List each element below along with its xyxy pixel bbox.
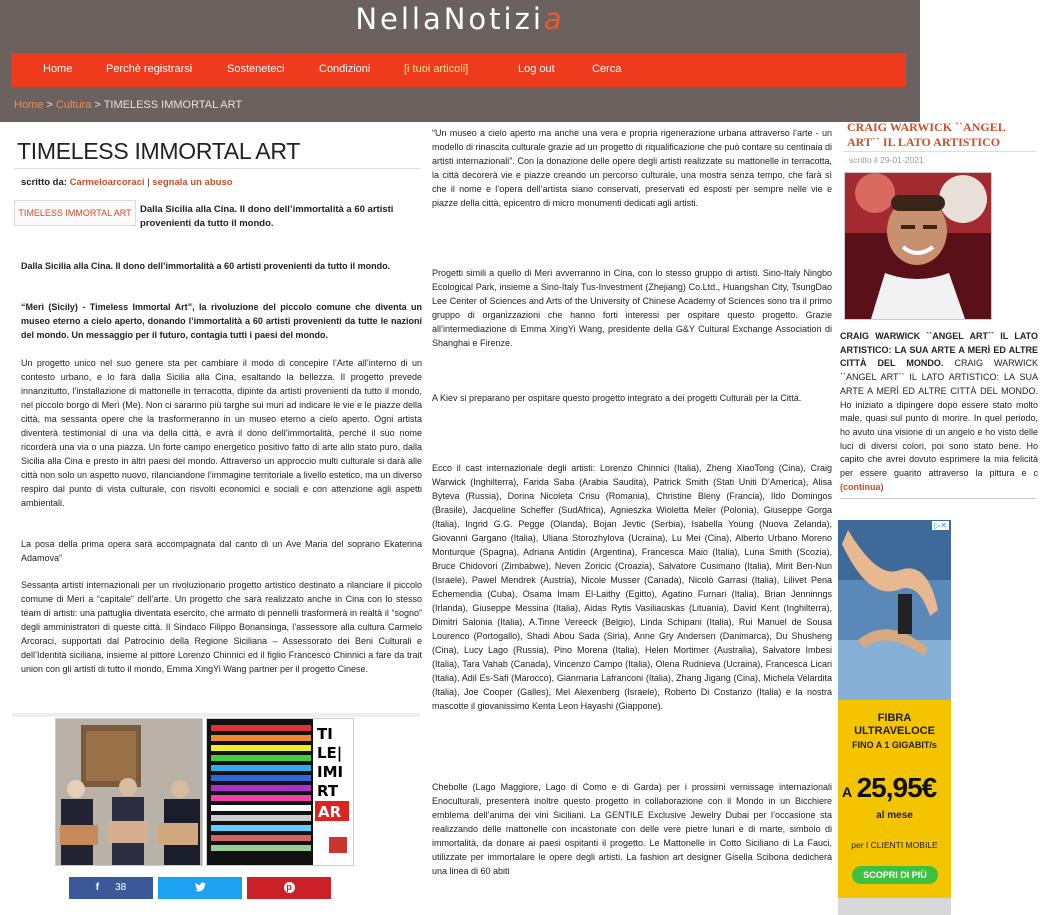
nav-logout[interactable]: Log out: [518, 63, 555, 75]
article-paragraph-4: La posa della prima opera sarà accompagnata dal canto di un Ave Maria del soprano Ekaterina Adamova”: [21, 539, 422, 563]
share-count: 38: [115, 882, 127, 893]
nav-support[interactable]: Sosteneteci: [227, 63, 285, 75]
breadcrumb-current: TIMELESS IMMORTAL ART: [103, 99, 243, 111]
breadcrumb: Home > Cultura > TIMELESS IMMORTAL ART: [14, 99, 243, 111]
gallery-photo-people[interactable]: [55, 718, 203, 866]
ad-headline-2: ULTRAVELOCE: [854, 725, 935, 737]
sidebar-article-headline[interactable]: CRAIG WARWICK ``ANGEL ART`` IL LATO ARTISTICO: [847, 120, 1006, 149]
article-column2-paragraph-1: “Un museo a cielo aperto ma anche una vera e propria rigenerazione urbana attraverso l’arte - un modello di rinascita culturale grazie ad un progetto di riqualificazione che può contare su centinaia di artisti internazionali”. Con la donazione delle opere degli artisti realizzate su mattonelle in terracotta, la città decorerà vie e piazze creando un percorso culturale, una mostra senza tempo, che farà sì che il nome e l’opera dell’artista siano conservati, preservati ed esposti per sempre nelle vie e piazze della città, epicentro di micro monumenti dedicati agli artisti.: [432, 128, 832, 208]
twitter-icon: [195, 882, 206, 892]
nav-home[interactable]: Home: [43, 63, 73, 75]
breadcrumb-category[interactable]: Cultura: [55, 99, 92, 111]
artist-cast-list: Ecco il cast internazionale degli artisti: Lorenzo Chinnici (Italia), Zheng XiaoTong (Cina), Craig Warwick (Inghilterra), Farida Saba (Arabia Saudita), Patrick Smith (Stati Uniti D’America), Alisa Byteva (Russia), Dorina Nicoleta Crisu (Romania), Christine Bleny (Francia), Ildo Domingos (Brasile), Jacqueline Scheffer (SudAfrica), Agnieszka Wioletta Meler (Polonia), Giuseppe Gorga (Italia), Ingrid G.G. Pegge (Olanda), Bojan Jevtic (Serbia), Isabella Young (Nuova Zelanda), Giovanni Gargano (Italia), Uliana Storozhylova (Ucraina), Lu Mei (Cina), Alberto Urbano Moreno Monturque (Spagna), Adriana Antidin (Argentina), Francesca Maio (Italia), Luna Smith (Scozia), Bruce Chidovori (Zimbabwe), Neven Zoricic (Croazia), Salvatore Cusimano (Italia), Mirit Ben-Nun (Israele), Pawel Mendrek (Austria), Nicole Musser (Canada), Nicolò Garrasi (Italia), Lilivet Pena Echemendia (Cuba), Osama Imam El-Laithy (Egitto), Agatino Furnari (Italia), Brian Jenninngs (Irlanda), Giuseppe Messina (Italia), Aidas Rytis Vasiliauskas (Lituania), David Kent (Inghilterra), Dimitri Salonia (Italia), A.Tinne Vereeck (Belgio), Linda Schipani (Italia), Rui Manuel de Sousa Lourenco (Portogallo), Shadi Abou Sada (Siria), Anne Gry Andersen (Danimarca), Du Shusheng (Cina), Lucy Lago (Russia), Pino Morena (Italia), Helen Mortimer (Australia), Salvatore Imbesi (Italia), Tara Vahab (Canada), Vincenzo Campo (Italia), Olena Rudnieva (Ucraina), Francesca Licari (Italia), Adil Es-Safi (Marocco), Gianmaria Lafranconi (Italia), Zhang Jigang (Cina), Michela Velardita (Italia), Joe Cooper (Galles), Mel Alexenberg (Israele), Roberto Di Costanzo (Italia) e la nostra mascotte il giovanissimo Kenta Leon Hayashi (Giappone).: [432, 463, 832, 711]
article-column2-paragraph-3: A Kiev si preparano per ospitare questo progetto integrato a dei progetti Culturali per la Città.: [432, 393, 802, 403]
article-column2-paragraph-5: Chebolle (Lago Maggiore, Lago di Como e di Garda) per i prossimi vernissage internazionali Enoculturali, presenterà inoltre questo progetto in collaborazione con il Mondo in un Bicchiere emblema dell’anima dei vini Siciliani. La GENTILE Exclusive Jewelry Dubai per l’occasione sta realizzando delle mattonelle con incastonate con delle vere pietre lunari e di marte, simbolo di immortalità, da donare ai paesi ospitanti il progetto. Le Mattonelle in Cotto Siciliano di La Fauci, utilizzate per immortalare le opere degli artisti. La fashion art designer Gisella Scibona dedicherà una linea di 60 abiti: [432, 782, 832, 876]
poster-letters-4: RT: [317, 782, 339, 800]
report-abuse-link[interactable]: segnala un abuso: [152, 177, 233, 188]
page-title: TIMELESS IMMORTAL ART: [17, 138, 300, 164]
article-paragraph-2: “Merì (Sicily) - Timeless Immortal Art”, la rivoluzione del piccolo comune che diventa un museo eterno a cielo aperto, donando l’immortalità a 60 artisti provenienti da tutte le nazioni del mondo. Un messaggio per il futuro, contagia tutti i paesi del mondo.: [21, 302, 422, 340]
sidebar-bottom-divider: [840, 498, 1036, 499]
article-paragraph-3: Un progetto unico nel suo genere sta per cambiare il modo di concepire l’Arte all’interno di un contesto urbano, e lo farà dalla Sicilia alla Cina, esaltando la bellezza. Il progetto prevede innanzitutto, l’installazione di mattonelle in terracotta, dipinte da artisti provenienti da tutto il mondo, nel piccolo borgo di Merì (Me). Non ci saranno più targhe sui muri ad indicare le vie e le piazze della città, ma sessanta opere che la trasformeranno in un museo eterno a cielo aperto. Ogni artista diventerà testimonial di una via della città, e avrà il dono dell’immortalità, perché il suo nome ricorderà una via o una piazza. Un forte campo energetico positivo fatto di arte allo stato puro, dalla Sicilia alla Cina e presto in altri paesi del mondo. Attraverso un approccio multi culturale si darà alle città non solo un aspetto nuovo, rilanciandone l’immagine territoriale a livello estetico, ma un diverso respiro dal punto di vista culturale, con risvolti economici e sociali e con attenzione agli aspetti ambientali.: [21, 358, 422, 508]
article-lead: Dalla Sicilia alla Cina. Il dono dell’immortalità a 60 artisti provenienti da tutto il mondo.: [140, 204, 394, 229]
nav-why-register[interactable]: Perchè registrarsi: [106, 63, 193, 75]
nav-search[interactable]: Cerca: [592, 63, 622, 75]
ad-price: A 25,95€: [842, 772, 937, 803]
ad-footer-band: [838, 898, 951, 915]
sidebar-continue-link[interactable]: (continua): [840, 481, 884, 492]
article-tag[interactable]: TIMELESS IMMORTAL ART: [14, 200, 136, 226]
site-logo[interactable]: NellaNotizia: [355, 2, 565, 36]
byline: scritto da: Carmeloarcoraci | segnala un abuso: [21, 177, 233, 188]
twitter-share-button[interactable]: [158, 877, 242, 899]
breadcrumb-home[interactable]: Home: [14, 99, 44, 111]
facebook-icon: f: [95, 882, 100, 893]
poster-letters-3: IMI: [317, 763, 344, 781]
sidebar-date: scritto il 29-01-2021: [849, 155, 924, 165]
ad-headline-3: FINO A 1 GIGABIT/s: [852, 740, 937, 750]
poster-letters-5: AR: [318, 803, 342, 821]
ad-info-icon[interactable]: ▷✕: [934, 521, 947, 530]
site-header: [0, 0, 920, 122]
ad-target: per I CLIENTI MOBILE: [851, 840, 938, 850]
ad-headline-1: FIBRA: [877, 712, 912, 724]
nav-my-articles[interactable]: [i tuoi articoli]: [404, 63, 469, 75]
facebook-share-button[interactable]: [69, 877, 153, 899]
advertisement-banner[interactable]: [838, 520, 951, 915]
poster-letters-1: TI: [317, 725, 333, 743]
poster-letters-2: LE|: [317, 744, 343, 762]
article-paragraph-5: Sessanta artisti internazionali per un rivoluzionario progetto artistico destinato a rilanciare il piccolo comune di Merì a “capitale” dell’arte. Un progetto che sarà realizzato anche in Cina con lo stesso team di artisti: una pattuglia diventata esercito, che armato di pennelli trasformerà in realtà il “sogno” degli amministratori di queste città. Il Sindaco Filippo Bonansinga, l’assessore alla cultura Carmelo Arcoraci, supportati dal Patrocinio della Regione Siciliana – Assessorato dei Beni Culturali e dell’Identità siciliana, insieme al pittore Lorenzo Chinnici ed il figlio Francesco Chinnici a fare da trait union con gli artisti di tutto il mondo, Emma XingYi Wang partner per il progetto Cinese.: [21, 580, 422, 674]
title-divider: [14, 168, 420, 169]
photo-gallery-bar: [12, 713, 420, 717]
pinterest-icon: p: [284, 882, 295, 893]
author-link[interactable]: Carmeloarcoraci: [69, 177, 145, 188]
pinterest-share-button[interactable]: [247, 877, 331, 899]
sidebar-author-photo[interactable]: [844, 172, 992, 320]
sidebar-divider: [843, 151, 1036, 152]
gallery-photo-poster[interactable]: [206, 718, 354, 866]
sidebar-article-excerpt: CRAIG WARWICK ``ANGEL ART`` IL LATO ARTISTICO: LA SUA ARTE A MERÌ ED ALTRE CITTÀ DEL MONDO. CRAIG WARWICK ``ANGEL ART`` IL LATO ARTISTICO: LA SUA ARTE A MERÌ ED ALTRE CITTÀ DEL MONDO. Ho iniziato a dipingere dopo essere stato molto male, quasi sul punto di morire. In quel periodo, ho avuto una visione di un angelo e ho visto delle luci di diversi colori, poi sono stato bene. Ho capito che avrei dovuto esprimere la mia felicità per essere guarito attraverso la pittura e c (continua): [840, 331, 1038, 492]
article-column2-paragraph-2: Progetti simili a quello di Merì avverranno in Cina, con lo stesso gruppo di artisti. Sino-Italy Ningbo Ecological Park, insieme a Sino-Italy Tus-Investment (Zhejiang) Co.Ltd., Huangshan City, TsungDao Lee Center of Sciences and Arts of the University of Chinese Academy of Sciences sono tra il primo gruppo di organizzazioni che hanno forti interessi per ospitare questo progetto. Grazie all’intermediazione di Emma XingYi Wang, presidente della G&Y Cultural Exchange Association di Shanghai e Firenze.: [432, 268, 832, 348]
sidebar-excerpt-lead: CRAIG WARWICK ``ANGEL ART`` IL LATO ARTISTICO: LA SUA ARTE A MERÌ ED ALTRE CITTÀ DEL MONDO.: [840, 331, 1038, 369]
nav-conditions[interactable]: Condizioni: [319, 63, 371, 75]
article-paragraph-1: Dalla Sicilia alla Cina. Il dono dell’immortalità a 60 artisti provenienti da tutto il mondo.: [21, 261, 391, 271]
main-nav: [11, 53, 906, 87]
ad-cta-button[interactable]: SCOPRI DI PIÙ: [852, 866, 938, 884]
ad-per-month: al mese: [876, 810, 913, 821]
